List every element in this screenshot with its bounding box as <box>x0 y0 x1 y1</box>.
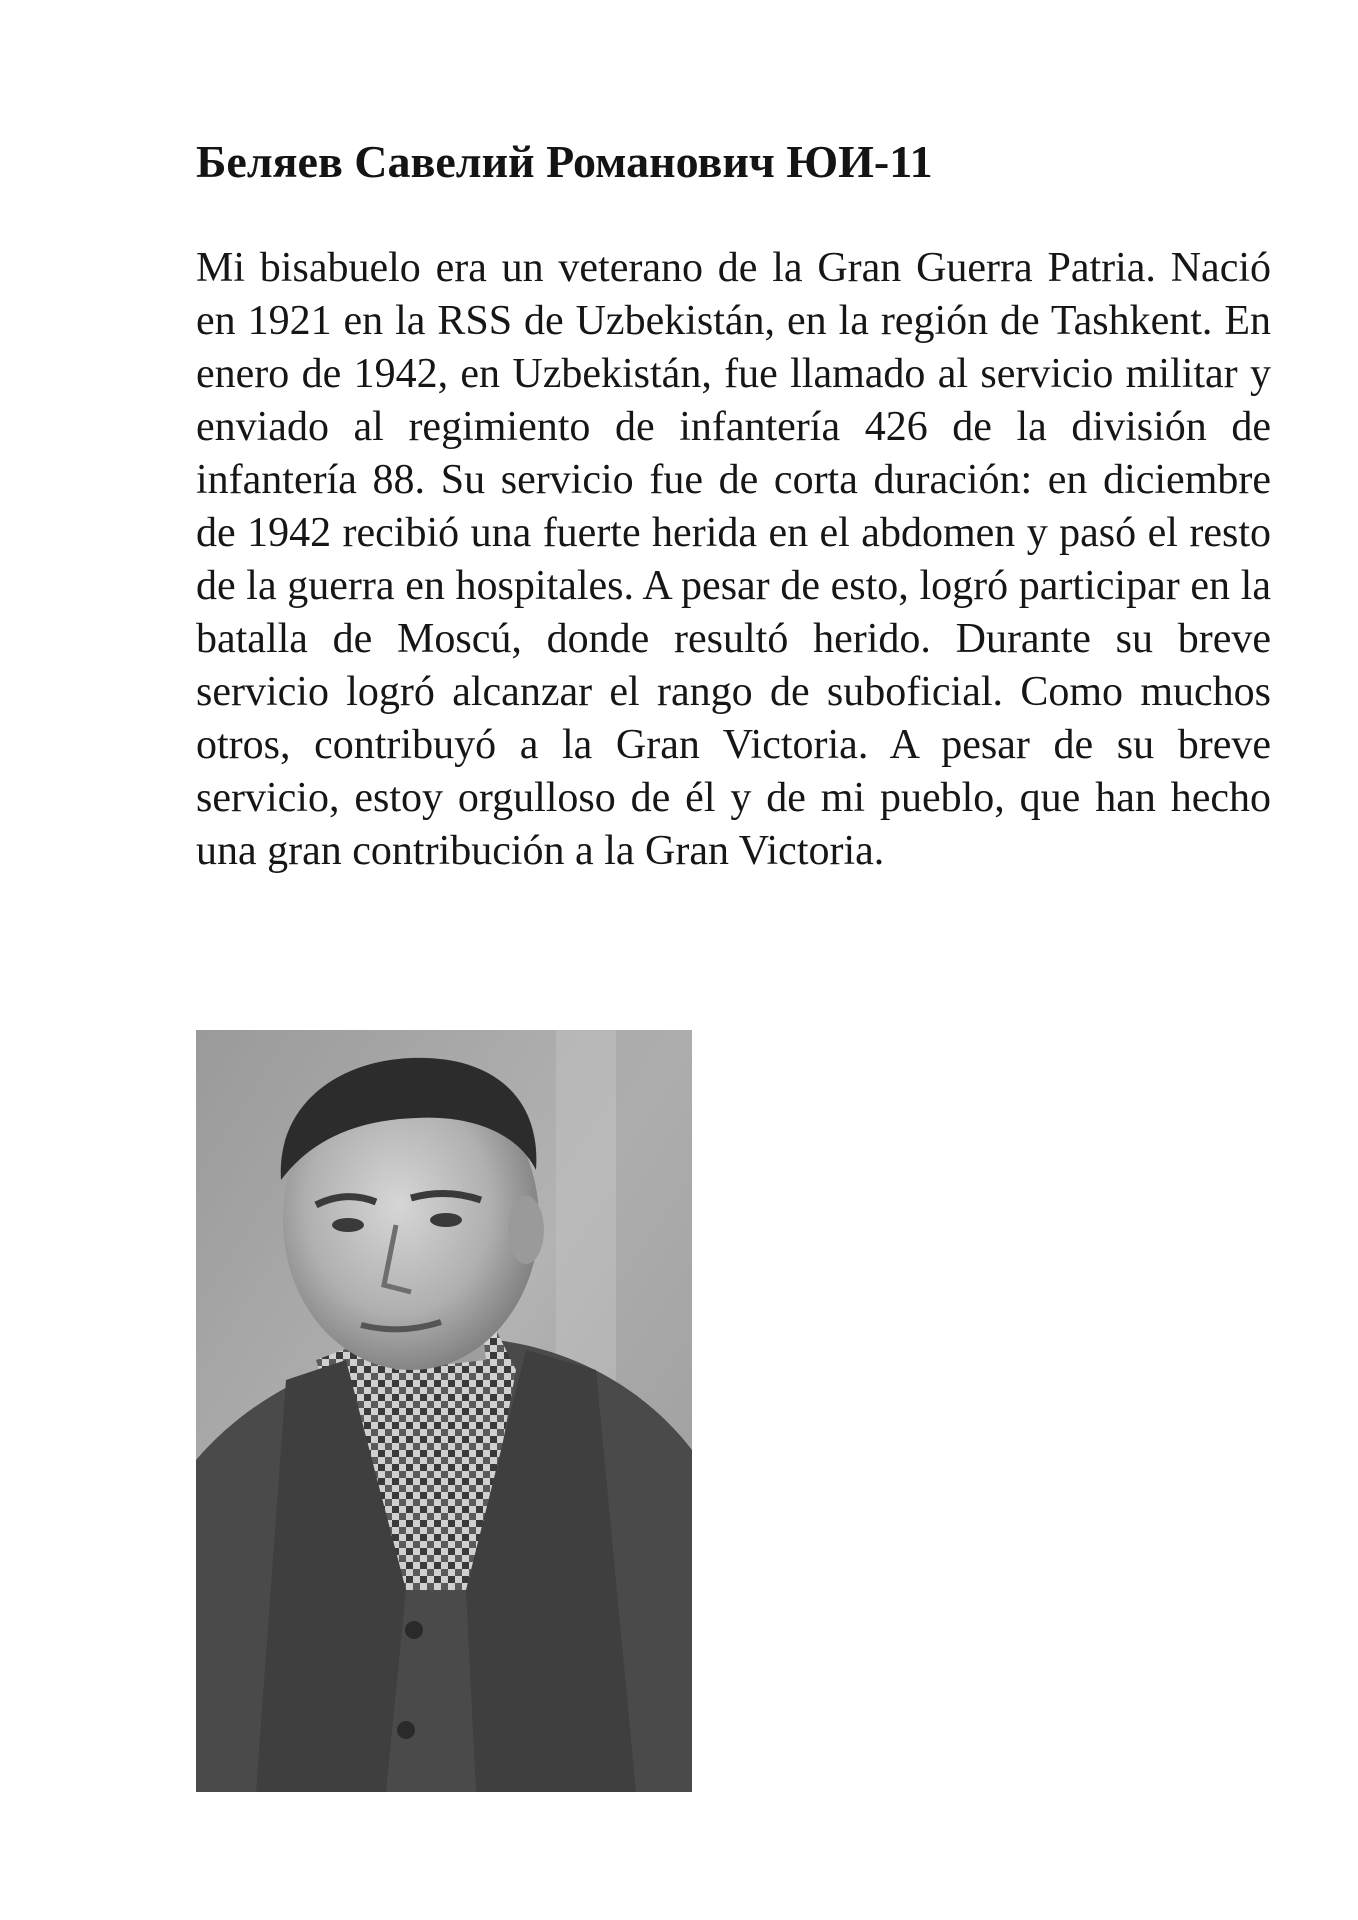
portrait-illustration <box>196 1030 692 1792</box>
portrait-photo <box>196 1030 692 1792</box>
page-title: Беляев Савелий Романович ЮИ-11 <box>196 136 933 187</box>
body-paragraph: Mi bisabuelo era un veterano de la Gran Guerra Patria. Nació en 1921 en la RSS de Uzbekistán, en la región de Tashkent. En enero de 1942, en Uzbekistán, fue llamado al servicio militar y enviado al regimiento de infantería 426 de la división de infantería 88. Su servicio fue de corta duración: en diciembre de 1942 recibió una fuerte herida en el abdomen y pasó el resto de la guerra en hospitales. A pesar de esto, logró participar en la batalla de Moscú, donde resultó herido. Durante su breve servicio logró alcanzar el rango de suboficial. Como muchos otros, contribuyó a la Gran Victoria. A pesar de su breve servicio, estoy orgulloso de él y de mi pueblo, que han hecho una gran contribución a la Gran Victoria. <box>196 245 1271 874</box>
